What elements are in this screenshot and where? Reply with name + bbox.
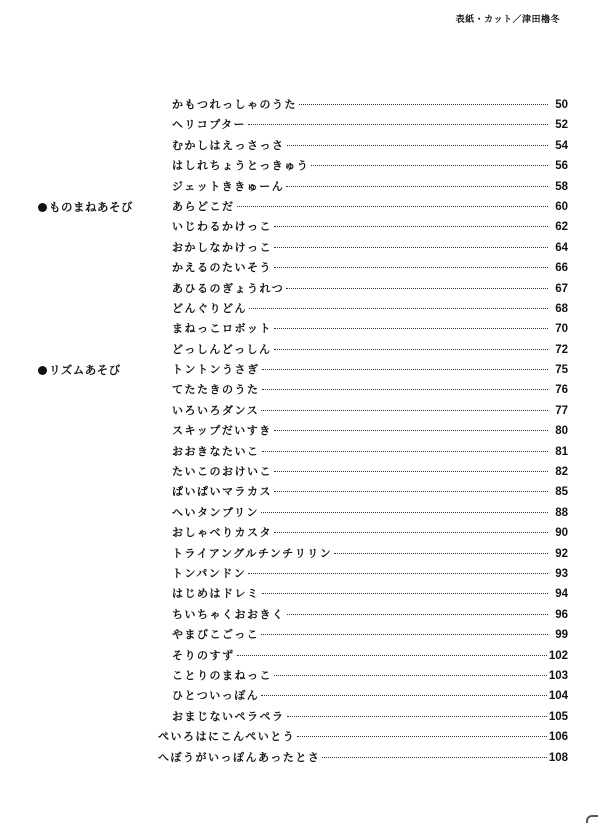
song-title: トライアングルチンチリリン [172, 546, 333, 560]
song-title: ぺいろはにこんぺいとう [158, 730, 296, 744]
song-line [172, 380, 568, 400]
toc-entry [0, 380, 600, 400]
song-title: ジェットききゅーん [172, 179, 285, 193]
song-line [172, 401, 568, 421]
toc-entry [0, 442, 600, 462]
song-line [172, 197, 568, 217]
page-number: 80 [555, 425, 568, 438]
page-number: 105 [548, 710, 568, 723]
page-number: 70 [555, 323, 568, 336]
page-credit: 表紙・カット／津田櫓冬 [455, 15, 560, 25]
song-line [172, 605, 568, 625]
song-title: やまびこごっこ [172, 628, 260, 642]
dot-leader [286, 186, 548, 187]
song-line [172, 95, 568, 115]
song-title: いじわるかけっこ [172, 220, 272, 234]
page-number: 93 [555, 567, 568, 580]
page-number: 108 [548, 751, 568, 764]
toc-entry [0, 707, 600, 727]
song-title: てたたきのうた [172, 383, 260, 397]
song-title: ぱいぱいマラカス [172, 485, 272, 499]
song-title: はしれちょうとっきゅう [172, 159, 310, 173]
page-number: 102 [548, 649, 568, 662]
song-title: へいタンブリン [172, 505, 260, 519]
dot-leader [274, 471, 548, 472]
section-heading-label: ものまねあそび [49, 199, 133, 214]
song-line [172, 584, 568, 604]
dot-leader [249, 308, 548, 309]
toc-entry [0, 482, 600, 502]
page-number: 56 [555, 160, 568, 173]
corner-mark [586, 815, 598, 823]
dot-leader [261, 512, 548, 513]
dot-leader [274, 491, 548, 492]
page-number: 82 [555, 466, 568, 479]
dot-leader [299, 104, 548, 105]
page-number: 75 [555, 364, 568, 377]
dot-leader [261, 634, 548, 635]
song-line [172, 177, 568, 197]
song-line [172, 340, 568, 360]
toc-entry [0, 462, 600, 482]
song-title: トンパンドン [172, 566, 247, 580]
dot-leader [274, 328, 548, 329]
song-line [172, 503, 568, 523]
dot-leader [287, 614, 549, 615]
toc-entry [0, 544, 600, 564]
section-heading [38, 197, 133, 217]
toc-entry [0, 115, 600, 135]
table-of-contents [0, 95, 600, 768]
dot-leader [274, 226, 548, 227]
song-title: まねっこロボット [172, 322, 272, 336]
toc-entry [0, 584, 600, 604]
song-line [172, 421, 568, 441]
song-line [172, 279, 568, 299]
song-line [172, 115, 568, 135]
song-title: おしゃべりカスタ [172, 526, 272, 540]
song-title: いろいろダンス [172, 403, 260, 417]
song-line [172, 442, 568, 462]
dot-leader [248, 573, 548, 574]
song-line [172, 299, 568, 319]
toc-entry [0, 666, 600, 686]
page-number: 85 [555, 486, 568, 499]
page-number: 94 [555, 588, 568, 601]
dot-leader [322, 757, 546, 758]
song-line [172, 686, 568, 706]
page-number: 90 [555, 527, 568, 540]
toc-entry [0, 503, 600, 523]
bullet-icon [38, 203, 47, 212]
page-number: 67 [555, 282, 568, 295]
song-title: そりのすず [172, 648, 235, 662]
song-line [172, 319, 568, 339]
song-line [172, 564, 568, 584]
page-number: 99 [555, 629, 568, 642]
song-title: どんぐりどん [172, 301, 247, 315]
song-title: かえるのたいそう [172, 261, 272, 275]
song-title: ひとついっぽん [172, 689, 260, 703]
toc-entry [0, 299, 600, 319]
song-line [172, 136, 568, 156]
song-line [172, 646, 568, 666]
song-title: トントンうさぎ [172, 363, 260, 377]
song-title: どっしんどっしん [172, 342, 272, 356]
bullet-icon [38, 366, 47, 375]
dot-leader [311, 165, 548, 166]
dot-leader [262, 389, 549, 390]
toc-entry [0, 748, 600, 768]
song-line [158, 727, 568, 747]
song-line [172, 156, 568, 176]
song-line [172, 523, 568, 543]
page-number: 52 [555, 119, 568, 132]
song-title: へぼうがいっぽんあったとさ [158, 750, 321, 764]
page-number: 66 [555, 262, 568, 275]
song-line [172, 482, 568, 502]
toc-entry [0, 421, 600, 441]
page-number: 58 [555, 180, 568, 193]
song-line [172, 625, 568, 645]
dot-leader [297, 736, 547, 737]
dot-leader [274, 267, 548, 268]
toc-entry [0, 727, 600, 747]
toc-entry [0, 401, 600, 421]
song-title: むかしはえっさっさ [172, 138, 285, 152]
toc-entry [0, 279, 600, 299]
page-number: 68 [555, 302, 568, 315]
toc-entry [0, 625, 600, 645]
toc-entry [0, 197, 600, 217]
dot-leader [262, 593, 549, 594]
dot-leader [287, 145, 549, 146]
song-line [172, 238, 568, 258]
toc-entry [0, 136, 600, 156]
dot-leader [274, 349, 548, 350]
song-title: はじめはドレミ [172, 587, 260, 601]
toc-entry [0, 360, 600, 380]
song-title: おまじないペラペラ [172, 709, 285, 723]
song-line [172, 360, 568, 380]
dot-leader [261, 695, 547, 696]
toc-entry [0, 340, 600, 360]
toc-entry [0, 605, 600, 625]
page-number: 81 [555, 445, 568, 458]
song-line [172, 544, 568, 564]
song-title: スキップだいすき [172, 424, 272, 438]
song-title: たいこのおけいこ [172, 465, 272, 479]
page-number: 103 [548, 669, 568, 682]
page-number: 50 [555, 99, 568, 111]
page-number: 60 [555, 200, 568, 213]
toc-entry [0, 319, 600, 339]
page-number: 106 [548, 731, 568, 744]
page-number: 54 [555, 139, 568, 152]
dot-leader [274, 430, 548, 431]
dot-leader [237, 655, 547, 656]
page-number: 104 [548, 690, 568, 703]
dot-leader [334, 553, 548, 554]
toc-entry [0, 177, 600, 197]
page-number: 88 [555, 506, 568, 519]
song-title: あひるのぎょうれつ [172, 281, 285, 295]
song-title: おおきなたいこ [172, 444, 260, 458]
toc-entry [0, 95, 600, 115]
toc-entry [0, 258, 600, 278]
dot-leader [248, 124, 548, 125]
song-title: ヘリコプター [172, 118, 247, 132]
toc-entry [0, 238, 600, 258]
song-title: おかしなかけっこ [172, 240, 272, 254]
dot-leader [237, 206, 549, 207]
song-line [172, 258, 568, 278]
toc-entry [0, 217, 600, 237]
page-number: 64 [555, 241, 568, 254]
toc-entry [0, 523, 600, 543]
song-line [158, 748, 568, 768]
song-title: ちいちゃくおおきく [172, 607, 285, 621]
song-line [172, 462, 568, 482]
dot-leader [274, 247, 548, 248]
song-line [172, 666, 568, 686]
page-number: 72 [555, 343, 568, 356]
toc-entry [0, 564, 600, 584]
song-line [172, 707, 568, 727]
toc-entry [0, 156, 600, 176]
toc-entry [0, 646, 600, 666]
song-title: あらどこだ [172, 199, 235, 213]
toc-entry [0, 686, 600, 706]
page-number: 92 [555, 547, 568, 560]
song-title: かもつれっしゃのうた [172, 98, 297, 111]
dot-leader [286, 288, 548, 289]
dot-leader [274, 675, 547, 676]
dot-leader [262, 369, 549, 370]
page-number: 77 [555, 404, 568, 417]
section-heading [38, 360, 121, 380]
dot-leader [274, 532, 548, 533]
dot-leader [287, 716, 547, 717]
page-number: 96 [555, 608, 568, 621]
song-title: ことりのまねっこ [172, 668, 272, 682]
page-number: 76 [555, 384, 568, 397]
song-line [172, 217, 568, 237]
dot-leader [262, 451, 549, 452]
page-number: 62 [555, 221, 568, 234]
section-heading-label: リズムあそび [49, 363, 121, 378]
dot-leader [261, 410, 548, 411]
